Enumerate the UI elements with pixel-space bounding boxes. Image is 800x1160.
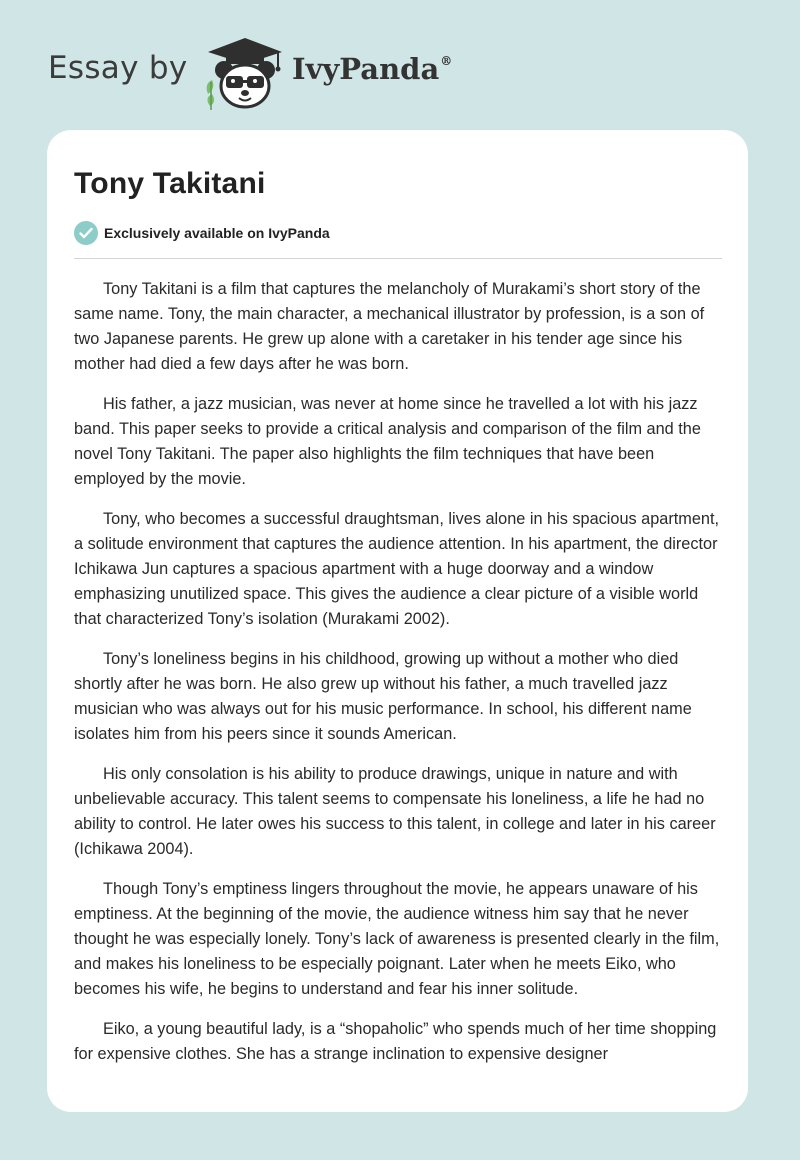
paragraph: Tony’s loneliness begins in his childhood, growing up without a mother who died shortly after he was born. He also grew up without his father, a much travelled jazz musician who was always out for his music performance. In school, his different name isolates him from his peers since it sounds American. <box>74 650 692 743</box>
paragraph: His father, a jazz musician, was never at home since he travelled a lot with his jazz band. This paper seeks to provide a critical analysis and comparison of the film and the novel Tony Takitani. The paper also highlights the film techniques that have been employed by the movie. <box>74 395 701 488</box>
site-header <box>48 32 508 112</box>
divider <box>74 258 722 259</box>
brand-name[interactable]: IvyPanda® <box>292 52 453 86</box>
essay-card <box>47 130 748 1112</box>
paragraph: Tony, who becomes a successful draughtsman, lives alone in his spacious apartment, a solitude environment that captures the audience attention. In his apartment, the director Ichikawa Jun captures a spacious apartment with a huge doorway and a window emphasizing unutilized space. This gives the audience a clear picture of a visible world that characterized Tony’s isolation (Murakami 2002). <box>74 510 719 628</box>
page-title: Tony Takitani <box>74 167 266 200</box>
essay-body <box>74 277 726 1067</box>
essay-by-label: Essay by <box>48 50 188 86</box>
paragraph: Though Tony’s emptiness lingers throughout the movie, he appears unaware of his emptiness. At the beginning of the movie, the audience witness him say that he never thought he was especially lonely. Tony’s lack of awareness is presented clearly in the film, and makes his loneliness to be especially poignant. Later when he meets Eiko, who becomes his wife, he begins to understand and fear his inner solitude. <box>74 880 720 998</box>
paragraph: Eiko, a young beautiful lady, is a “shopaholic” who spends much of her time shopping for expensive clothes. She has a strange inclination to expensive designer <box>74 1020 717 1063</box>
check-circle-icon <box>74 221 98 245</box>
paragraph: His only consolation is his ability to produce drawings, unique in nature and with unbelievable accuracy. This talent seems to compensate his loneliness, a life he had no ability to control. He later owes his success to this talent, in college and later in his career (Ichikawa 2004). <box>74 765 716 858</box>
exclusive-label: Exclusively available on IvyPanda <box>104 225 330 241</box>
paragraph: Tony Takitani is a film that captures the melancholy of Murakami’s short story of the same name. Tony, the main character, a mechanical illustrator by profession, is a son of two Japanese parents. He grew up alone with a caretaker in his tender age since his mother had died a few days after he was born. <box>74 280 705 373</box>
exclusive-badge <box>74 220 722 246</box>
panda-logo-icon[interactable] <box>202 36 288 110</box>
